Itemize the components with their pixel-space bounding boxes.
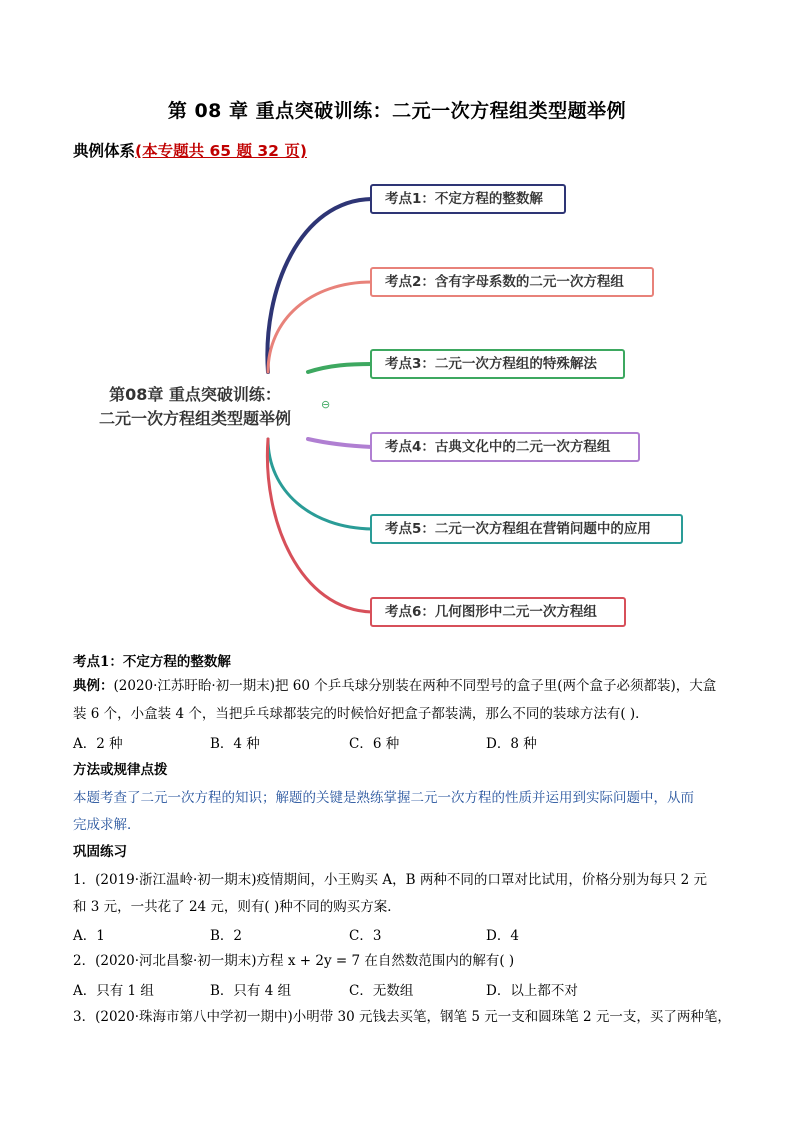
- branch-1: [267, 199, 372, 372]
- example-option-d: D．8 种: [486, 736, 537, 752]
- example-label: 典例：: [73, 678, 114, 694]
- q2-option-a: A．只有 1 组: [73, 983, 154, 999]
- q2-line: 2．(2020·河北昌黎·初一期末)方程 x + 2y = 7 在自然数范围内的解有( ): [73, 953, 515, 969]
- method-heading: 方法或规律点拨: [73, 762, 168, 778]
- q1-option-a: A．1: [73, 928, 105, 944]
- mindmap-node-1[interactable]: 考点1：不定方程的整数解: [370, 184, 566, 214]
- practice-heading: 巩固练习: [73, 844, 127, 860]
- mindmap-node-4[interactable]: 考点4：古典文化中的二元一次方程组: [370, 432, 640, 462]
- q2-option-d: D．以上都不对: [486, 983, 578, 999]
- q2-option-c: C．无数组: [349, 983, 414, 999]
- system-label: 典例体系: [73, 142, 136, 160]
- branch-6: [267, 439, 372, 612]
- section-heading: 考点1：不定方程的整数解: [73, 654, 231, 670]
- mindmap-node-2[interactable]: 考点2：含有字母系数的二元一次方程组: [370, 267, 654, 297]
- example-option-b: B．4 种: [210, 736, 260, 752]
- mindmap-center-line1: 第08章 重点突破训练：: [109, 385, 281, 404]
- method-line-2: 完成求解．: [73, 817, 141, 833]
- mindmap-node-3[interactable]: 考点3：二元一次方程组的特殊解法: [370, 349, 625, 379]
- q1-option-d: D．4: [486, 928, 519, 944]
- mindmap-center-line2: 二元一次方程组类型题举例: [98, 409, 291, 428]
- example-option-c: C．6 种: [349, 736, 400, 752]
- example-line-1: [73, 676, 716, 696]
- q1-line-1: 1．(2019·浙江温岭·初一期末)疫情期间，小王购买 A，B 两种不同的口罩对比试用，价格分别为每只 2 元: [73, 872, 707, 888]
- example-line-2: 装 6 个，小盒装 4 个，当把乒乓球都装完的时候恰好把盒子都装满，那么不同的装球方法有( )．: [73, 706, 649, 722]
- example-option-a: A．2 种: [73, 736, 123, 752]
- method-line-1: 本题考查了二元一次方程的知识；解题的关键是熟练掌握二元一次方程的性质并运用到实际问题中，从而: [73, 790, 694, 806]
- mindmap-center[interactable]: [88, 383, 302, 431]
- q1-line-2: 和 3 元，一共花了 24 元，则有( )种不同的购买方案．: [73, 899, 401, 915]
- branch-5: [268, 439, 372, 529]
- system-note: (本专题共 65 题 32 页): [135, 142, 307, 160]
- branch-2: [268, 282, 372, 372]
- collapse-icon[interactable]: ⊖: [321, 398, 331, 411]
- page-title: 第 08 章 重点突破训练：二元一次方程组类型题举例: [167, 100, 627, 122]
- branch-3: [308, 364, 372, 372]
- mindmap-node-5[interactable]: 考点5：二元一次方程组在营销问题中的应用: [370, 514, 683, 544]
- q2-option-b: B．只有 4 组: [210, 983, 292, 999]
- q3-line: 3．(2020·珠海市第八中学初一期中)小明带 30 元钱去买笔，钢笔 5 元一支和圆珠笔 2 元一支，买了两种笔，: [73, 1009, 731, 1025]
- mindmap-node-6[interactable]: 考点6：几何图形中二元一次方程组: [370, 597, 626, 627]
- q1-option-c: C．3: [349, 928, 382, 944]
- q1-option-b: B．2: [210, 928, 243, 944]
- branch-4: [308, 439, 372, 447]
- example-text-1: (2020·江苏盱眙·初一期末)把 60 个乒乓球分别装在两种不同型号的盒子里(两个盒子必须都装)，大盒: [113, 678, 717, 694]
